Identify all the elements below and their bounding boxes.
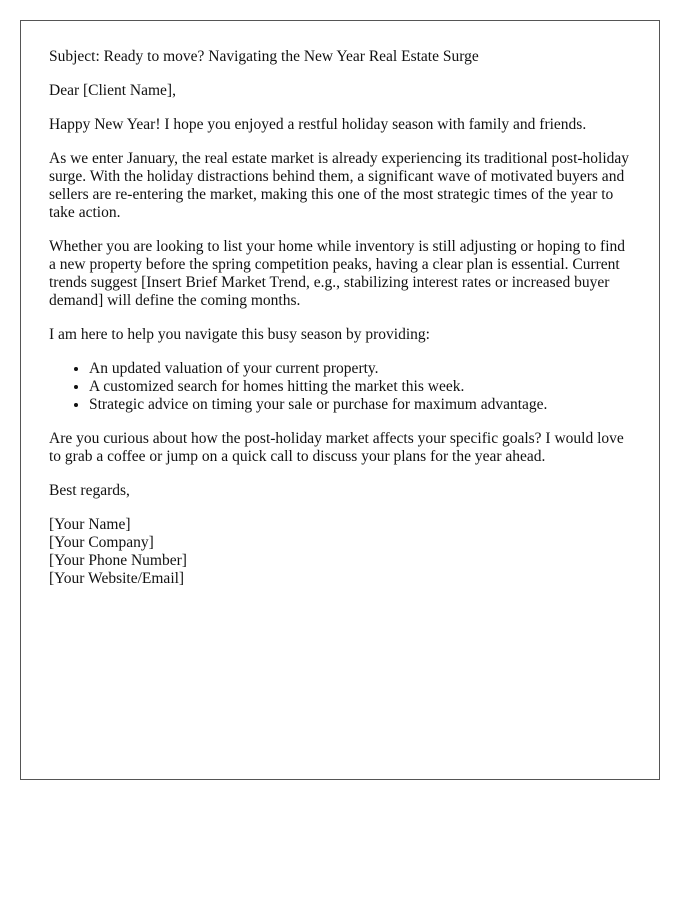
signature-name: [Your Name] [49, 516, 131, 533]
letter-sign-off: Best regards, [49, 482, 130, 499]
letter-paragraph-market: As we enter January, the real estate market is already experiencing its traditional post-holiday surge. With the holiday distractions behind them, a significant wave of motivated buyers and sellers are re-entering the market, making this one of the most strategic times of the year to take action. [49, 150, 630, 221]
signature-phone: [Your Phone Number] [49, 552, 187, 569]
letter-document [20, 20, 660, 780]
letter-paragraph-plan: Whether you are looking to list your home while inventory is still adjusting or hoping to find a new property before the spring competition peaks, having a clear plan is essential. Current trends suggest [Insert Brief Market Trend, e.g., stabilizing interest rates or increased buyer demand] will define the coming months. [49, 238, 626, 309]
letter-paragraph-intro: Happy New Year! I hope you enjoyed a restful holiday season with family and friends. [49, 116, 587, 133]
list-item: • A customized search for homes hitting the market this week. [89, 378, 631, 396]
signature-website-email: [Your Website/Email] [49, 570, 185, 587]
signature-company: [Your Company] [49, 534, 154, 551]
signature-block [49, 516, 631, 588]
services-list [49, 360, 631, 414]
letter-paragraph-services-intro: I am here to help you navigate this busy season by providing: [49, 326, 430, 343]
letter-closing-paragraph: Are you curious about how the post-holiday market affects your specific goals? I would love to grab a coffee or jump on a quick call to discuss your plans for the year ahead. [49, 430, 624, 465]
list-item: • Strategic advice on timing your sale or purchase for maximum advantage. [89, 396, 631, 414]
letter-subject: Subject: Ready to move? Navigating the New Year Real Estate Surge [49, 48, 479, 65]
list-item: • An updated valuation of your current property. [89, 360, 631, 378]
letter-greeting: Dear [Client Name], [49, 82, 176, 99]
